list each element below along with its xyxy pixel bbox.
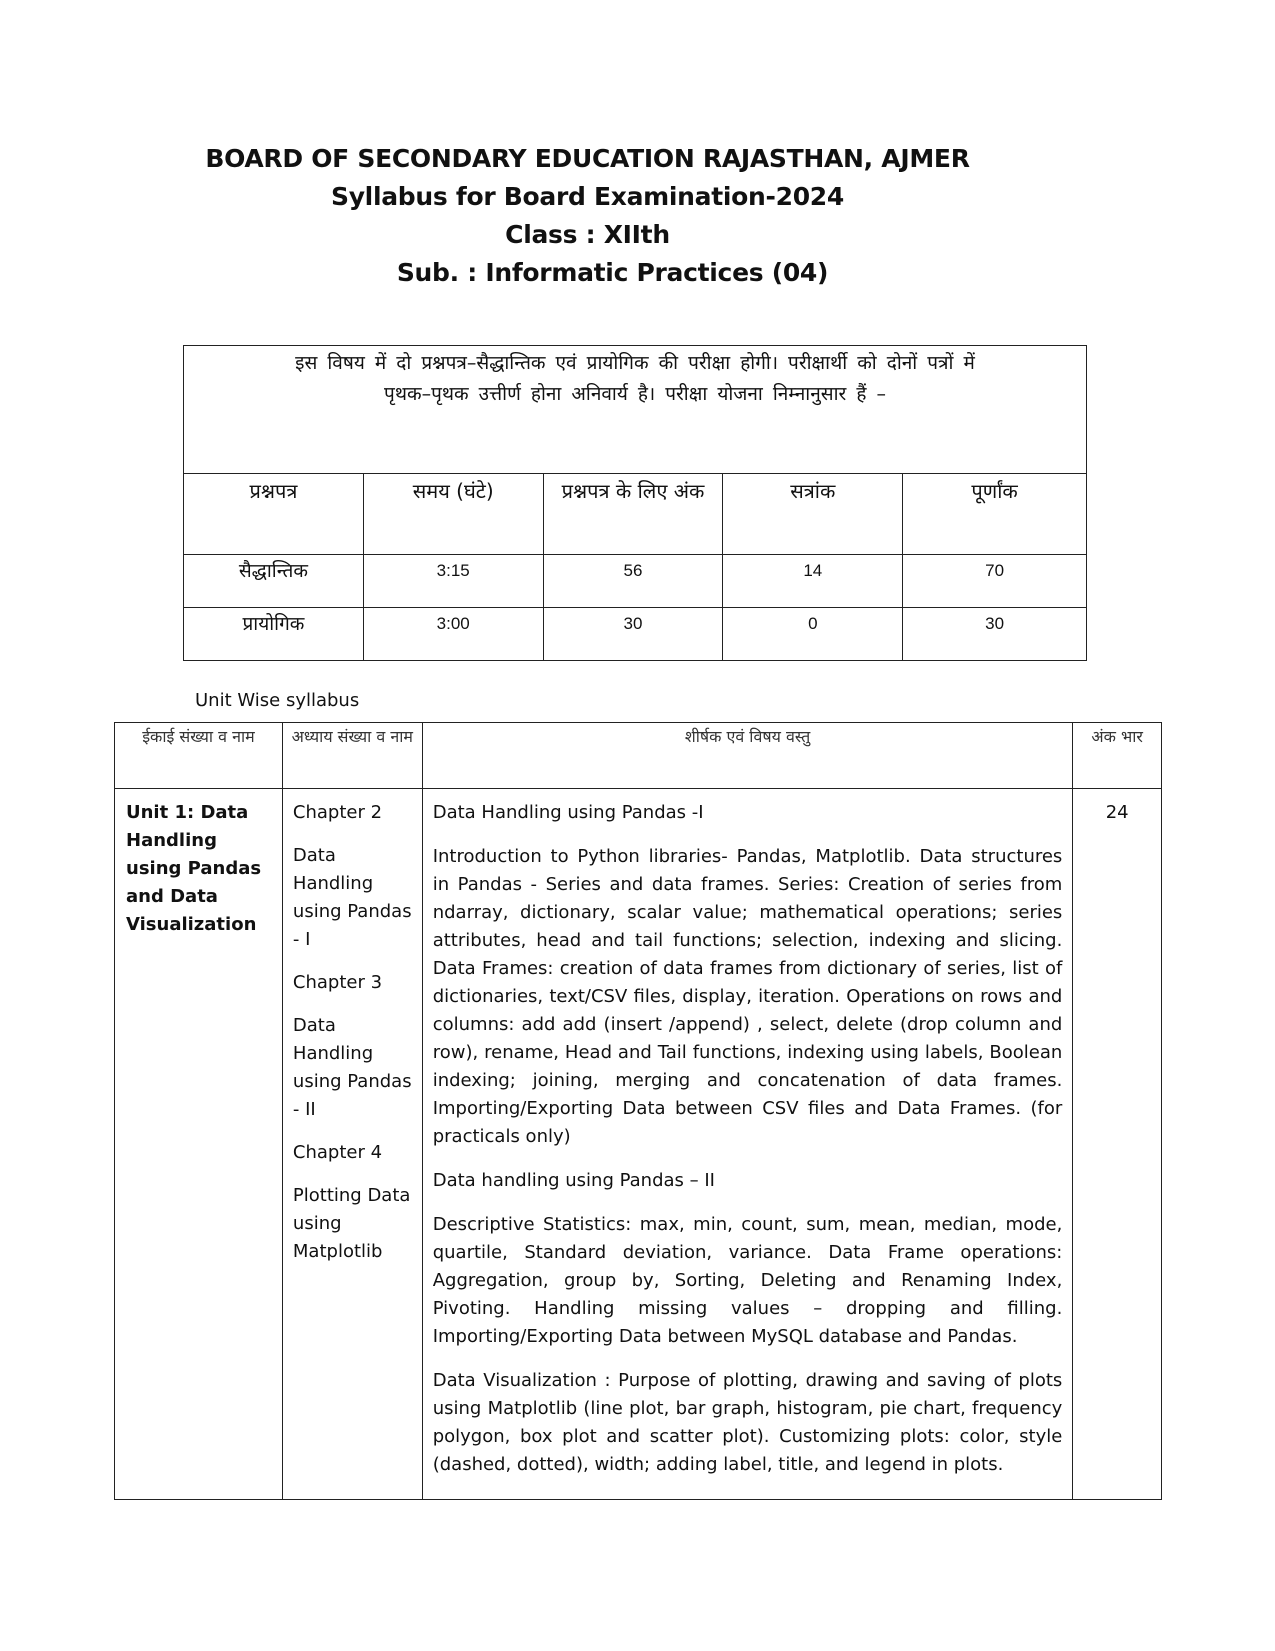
header-unit: ईकाई संख्या व नाम <box>115 723 283 789</box>
table-row <box>115 789 1162 1500</box>
topic-heading: Data handling using Pandas – II <box>432 1170 715 1191</box>
board-title: BOARD OF SECONDARY EDUCATION RAJASTHAN, AJMER <box>205 144 970 173</box>
paper-time: 3:15 <box>363 555 543 608</box>
paper-total: 30 <box>903 608 1087 661</box>
paper-marks: 30 <box>543 608 723 661</box>
document-header <box>0 140 1275 292</box>
paper-sessional: 14 <box>723 555 903 608</box>
subject-title: Sub. : Informatic Practices (04) <box>396 258 829 287</box>
paper-sessional: 0 <box>723 608 903 661</box>
paper-name: सैद्धान्तिक <box>184 555 364 608</box>
table-row <box>184 555 1087 608</box>
unit-name: Unit 1: Data Handling using Pandas and Data Visualization <box>115 789 283 1500</box>
intro-line-2: पृथक–पृथक उत्तीर्ण होना अनिवार्य है। परीक्षा योजना निम्नानुसार हैं – <box>384 383 886 405</box>
header-sessional: सत्रांक <box>723 474 903 555</box>
paper-marks: 56 <box>543 555 723 608</box>
paper-time: 3:00 <box>363 608 543 661</box>
chapter-number: Chapter 4 <box>292 1142 383 1163</box>
paper-name: प्रायोगिक <box>184 608 364 661</box>
header-weightage: अंक भार <box>1073 723 1162 789</box>
header-time: समय (घंटे) <box>363 474 543 555</box>
scheme-header-row <box>184 474 1087 555</box>
unit-weightage: 24 <box>1073 789 1162 1500</box>
exam-scheme-intro <box>184 346 1087 474</box>
intro-line-1: इस विषय में दो प्रश्नपत्र–सैद्धान्तिक एवं प्रायोगिक की परीक्षा होगी। परीक्षार्थी को दोनों पत्रों में <box>295 352 975 374</box>
header-paper: प्रश्नपत्र <box>184 474 364 555</box>
unit-header-row <box>115 723 1162 789</box>
exam-scheme-table <box>183 345 1087 661</box>
chapter-title: Plotting Data using Matplotlib <box>292 1185 411 1262</box>
topic-content <box>422 789 1073 1500</box>
topic-paragraph: Introduction to Python libraries- Pandas, Matplotlib. Data structures in Pandas - Series and data frames. Series: Creation of series from ndarray, dictionary, scalar value; mathematical operations; series attributes, head and tail functions; selection, indexing and slicing. Data Frames: creation of data frames from dictionary of series, list of dictionaries, text/CSV files, display, iteration. Operations on rows and columns: add add (insert /append) , select, delete (drop column and row), rename, Head and Tail functions, indexing using labels, Boolean indexing; joining, merging and concatenation of data frames. Importing/Exporting Data between CSV files and Data Frames. (for practicals only) <box>432 846 1063 1147</box>
paper-total: 70 <box>903 555 1087 608</box>
class-title: Class : XIIth <box>505 220 670 249</box>
chapter-title: Data Handling using Pandas - II <box>292 1015 412 1120</box>
header-paper-marks: प्रश्नपत्र के लिए अंक <box>543 474 723 555</box>
chapter-number: Chapter 2 <box>292 802 383 823</box>
topic-paragraph: Descriptive Statistics: max, min, count, sum, mean, median, mode, quartile, Standard deviation, variance. Data Frame operations: Aggregation, group by, Sorting, Deleting and Renaming Index, Pivoting. Handling missing values – dropping and filling. Importing/Exporting Data between MySQL database and Pandas. <box>432 1214 1063 1347</box>
header-total: पूर्णांक <box>903 474 1087 555</box>
table-row <box>184 608 1087 661</box>
header-topic: शीर्षक एवं विषय वस्तु <box>422 723 1073 789</box>
unit-syllabus-table <box>114 722 1162 1500</box>
header-chapter: अध्याय संख्या व नाम <box>282 723 422 789</box>
unit-wise-caption: Unit Wise syllabus <box>195 690 360 711</box>
chapter-list <box>282 789 422 1500</box>
topic-paragraph: Data Visualization : Purpose of plotting, drawing and saving of plots using Matplotlib (line plot, bar graph, histogram, pie chart, frequency polygon, box plot and scatter plot). Customizing plots: color, style (dashed, dotted), width; adding label, title, and legend in plots. <box>432 1370 1063 1475</box>
chapter-title: Data Handling using Pandas - I <box>292 845 412 950</box>
chapter-number: Chapter 3 <box>292 972 383 993</box>
syllabus-title: Syllabus for Board Examination-2024 <box>330 182 844 211</box>
topic-heading: Data Handling using Pandas -I <box>432 802 704 823</box>
